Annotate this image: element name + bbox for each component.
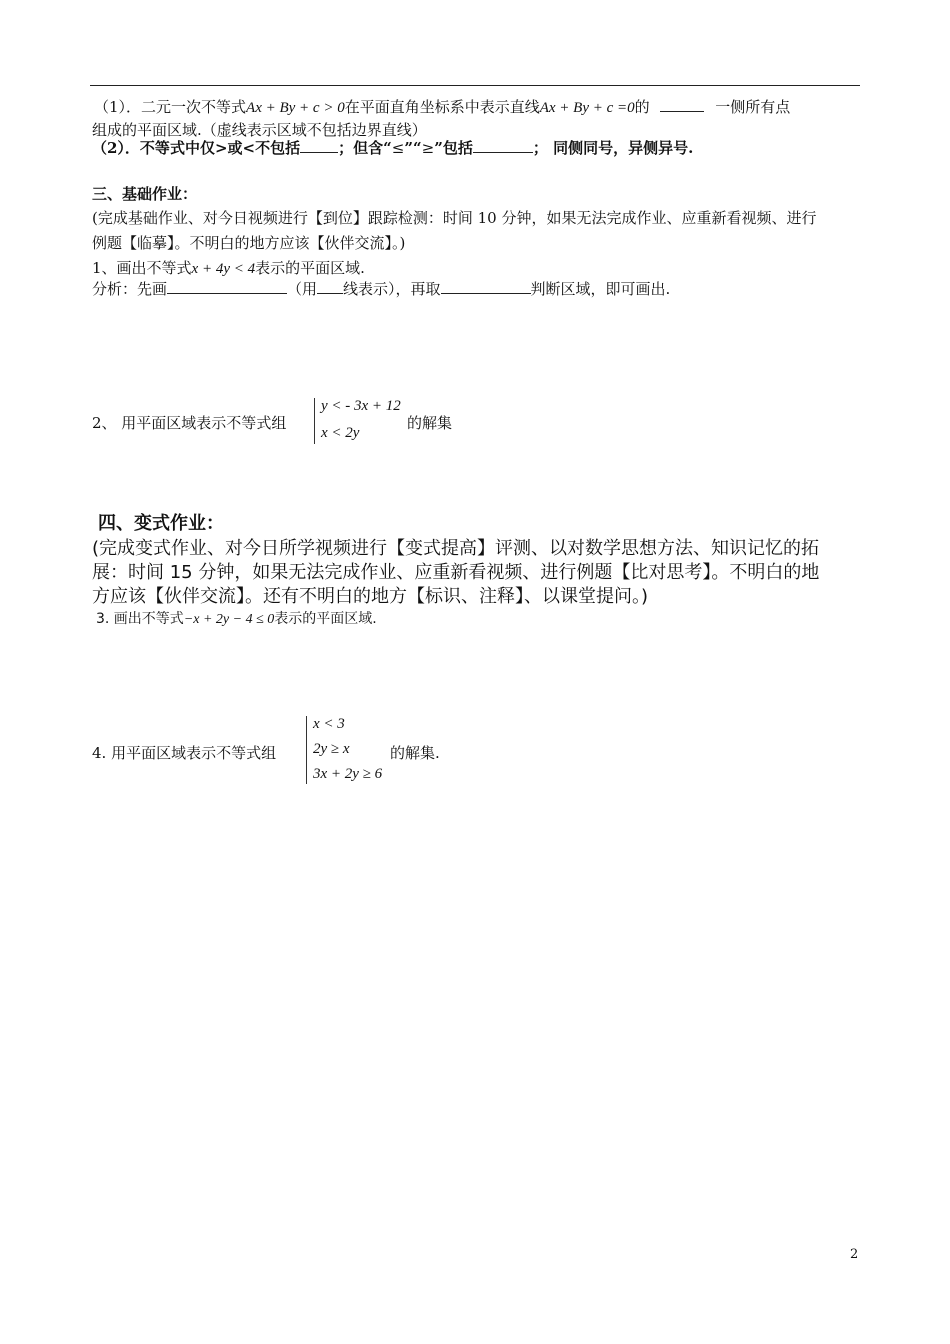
analysis-blank-3[interactable] — [441, 279, 531, 294]
section-4-intro-line-3: 方应该【伙伴交流】。还有不明白的地方【标识、注释】、以课堂提问。) — [92, 586, 649, 607]
analysis-text-c: 线表示），再取 — [343, 280, 441, 298]
question-3-inequality: −x + 2y − 4 ≤ 0 — [183, 612, 275, 627]
point-1-prefix: （1）．二元一次不等式 — [94, 98, 247, 116]
question-3-suffix: 表示的平面区域. — [274, 611, 377, 627]
point-2-text-g: ； 同侧同号，异侧异号. — [532, 139, 694, 157]
section-3-intro-line-2: 例题【临摹】。不明白的地方应该【伙伴交流】。) — [92, 234, 406, 252]
point-2-text-c: 不包括 — [255, 139, 301, 157]
question-4-inequality-2: 2y ≥ x — [313, 741, 350, 757]
analysis-blank-2[interactable] — [317, 279, 343, 294]
question-4-brace — [306, 716, 307, 784]
analysis-line — [92, 279, 670, 299]
analysis-text-d: 判断区域，即可画出. — [530, 280, 671, 298]
question-4-inequality-1: x < 3 — [313, 716, 345, 732]
point-2-text-d: ；但含“ — [338, 139, 392, 157]
question-2-inequality-2: x < 2y — [321, 425, 360, 441]
point-1-suffix: 一侧所有点 — [715, 98, 791, 116]
question-4-suffix: 的解集. — [390, 744, 440, 762]
section-4-intro-line-2: 展：时间 15 分钟，如果无法完成作业、应重新看视频、进行例题【比对思考】。不明白的地 — [92, 562, 820, 583]
point-1-line-2: 组成的平面区域.（虚线表示区域不包括边界直线） — [92, 121, 427, 139]
point-1-line-1 — [94, 97, 790, 118]
page-number: 2 — [850, 1247, 859, 1262]
point-2-lt: < — [242, 139, 256, 157]
section-3-intro-line-1: (完成基础作业、对今日视频进行【到位】跟踪检测：时间 10 分钟，如果无法完成作业、应重新看视频、进行 — [92, 209, 817, 227]
point-1-boundary-line: Ax + By + c =0 — [539, 100, 635, 116]
question-2-brace — [314, 398, 315, 444]
analysis-blank-1[interactable] — [167, 279, 287, 294]
point-2-blank-1[interactable] — [300, 138, 338, 153]
point-2-text-f: ”包括 — [434, 139, 473, 157]
question-4-text: 4. 用平面区域表示不等式组 — [92, 744, 277, 762]
question-2-suffix: 的解集 — [407, 414, 453, 432]
question-3-text: 3. 画出不等式 — [96, 611, 184, 627]
point-2-text-a: （2）．不等式中仅 — [92, 139, 215, 157]
question-1-inequality: x + 4y < 4 — [191, 261, 256, 277]
header-rule — [90, 85, 860, 86]
section-3-heading: 三、基础作业： — [92, 185, 198, 203]
question-4-inequality-3: 3x + 2y ≥ 6 — [313, 766, 383, 782]
question-1-text: 1、画出不等式 — [92, 259, 192, 277]
point-2-ge: ≥ — [421, 139, 435, 157]
point-2-le: ≤ — [391, 139, 405, 157]
point-2-text-e: ”“ — [404, 139, 422, 157]
point-1-blank[interactable] — [660, 97, 704, 112]
point-2-text-b: 或 — [227, 139, 243, 157]
question-1 — [92, 258, 365, 279]
analysis-text-a: 分析：先画 — [92, 280, 168, 298]
point-2-blank-2[interactable] — [473, 138, 533, 153]
point-2-gt: > — [214, 139, 228, 157]
question-2-inequality-1: y < - 3x + 12 — [321, 398, 401, 414]
analysis-text-b: （用 — [287, 280, 318, 298]
section-4-heading: 四、变式作业： — [98, 513, 224, 534]
point-2 — [92, 138, 693, 158]
question-1-suffix: 表示的平面区域. — [255, 259, 365, 277]
point-1-de: 的 — [634, 98, 650, 116]
question-3 — [96, 610, 377, 629]
question-2-text: 2、 用平面区域表示不等式组 — [92, 414, 287, 432]
point-1-expression: Ax + By + c > 0 — [246, 100, 345, 116]
point-1-middle-text: 在平面直角坐标系中表示直线 — [344, 98, 540, 116]
section-4-intro-line-1: (完成变式作业、对今日所学视频进行【变式提高】评测、以对数学思想方法、知识记忆的拓 — [92, 538, 820, 559]
